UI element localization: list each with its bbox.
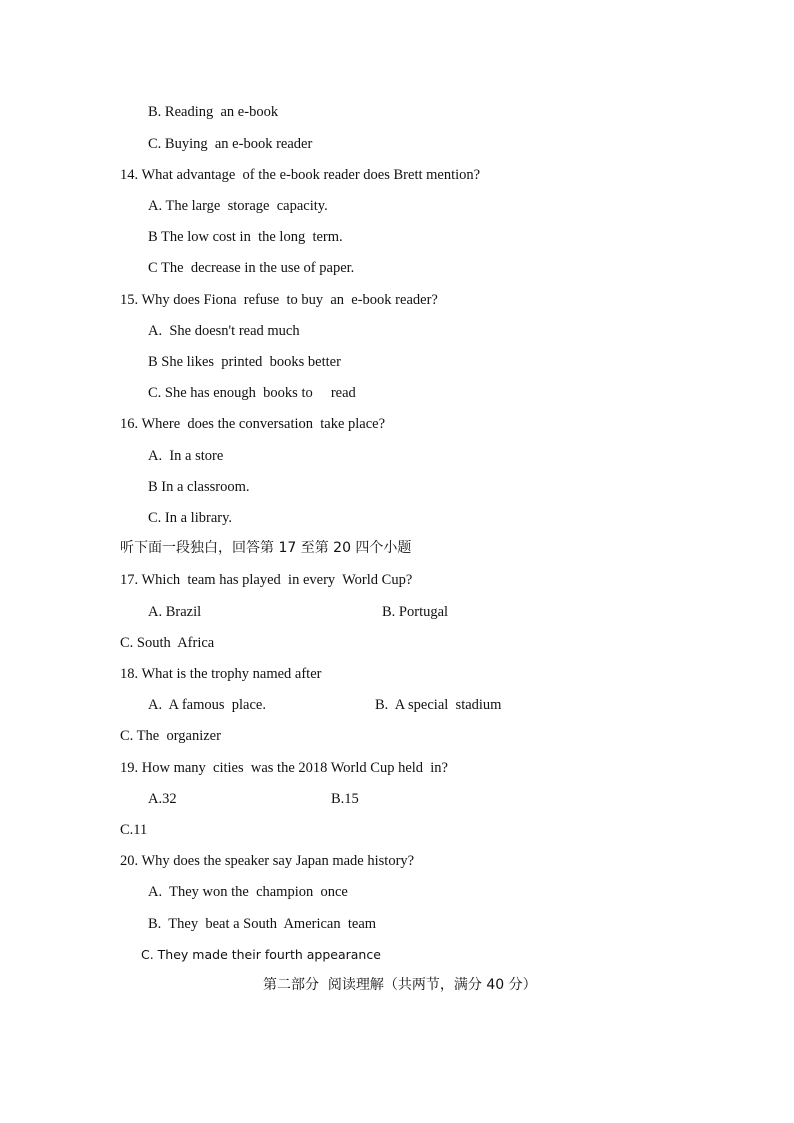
q20-question: 20. Why does the speaker say Japan made history? bbox=[120, 853, 415, 869]
q14-option-c: C The decrease in the use of paper. bbox=[148, 260, 355, 276]
q19-option-b: B.15 bbox=[331, 791, 359, 807]
q13-option-c: C. Buying an e-book reader bbox=[148, 136, 313, 152]
q20-option-a: A. They won the champion once bbox=[148, 884, 348, 900]
q16-option-a: A. In a store bbox=[148, 448, 224, 464]
q16-question: 16. Where does the conversation take place? bbox=[120, 416, 386, 432]
q18-option-b: B. A special stadium bbox=[375, 697, 502, 713]
q18-question: 18. What is the trophy named after bbox=[120, 666, 322, 682]
q16-option-c: C. In a library. bbox=[148, 510, 233, 526]
q18-option-a: A. A famous place. bbox=[148, 697, 266, 713]
q16-option-b: B In a classroom. bbox=[148, 479, 250, 495]
q19-option-a: A.32 bbox=[148, 791, 177, 807]
q19-question: 19. How many cities was the 2018 World Cup held in? bbox=[120, 760, 448, 776]
q17-option-b: B. Portugal bbox=[382, 604, 449, 620]
q14-option-b: B The low cost in the long term. bbox=[148, 229, 343, 245]
q14-question: 14. What advantage of the e-book reader does Brett mention? bbox=[120, 167, 481, 183]
q18-option-c: C. The organizer bbox=[120, 728, 221, 744]
q17-option-a: A. Brazil bbox=[148, 604, 202, 620]
q14-option-a: A. The large storage capacity. bbox=[148, 198, 328, 214]
q13-option-b: B. Reading an e-book bbox=[148, 104, 279, 120]
q20-option-c: C. They made their fourth appearance bbox=[141, 947, 381, 962]
q20-option-b: B. They beat a South American team bbox=[148, 916, 377, 932]
q15-question: 15. Why does Fiona refuse to buy an e-book reader? bbox=[120, 292, 438, 308]
q19-option-c: C.11 bbox=[120, 822, 148, 838]
q15-option-c: C. She has enough books to read bbox=[148, 385, 356, 401]
q15-option-b: B She likes printed books better bbox=[148, 354, 341, 370]
q15-option-a: A. She doesn't read much bbox=[148, 323, 300, 339]
q17-option-c: C. South Africa bbox=[120, 635, 215, 651]
section-instruction: 听下面一段独白，回答第 17 至第 20 四个小题 bbox=[120, 540, 412, 556]
q17-question: 17. Which team has played in every World Cup? bbox=[120, 572, 413, 588]
part-two-heading: 第二部分 阅读理解（共两节，满分 40 分） bbox=[263, 977, 537, 993]
